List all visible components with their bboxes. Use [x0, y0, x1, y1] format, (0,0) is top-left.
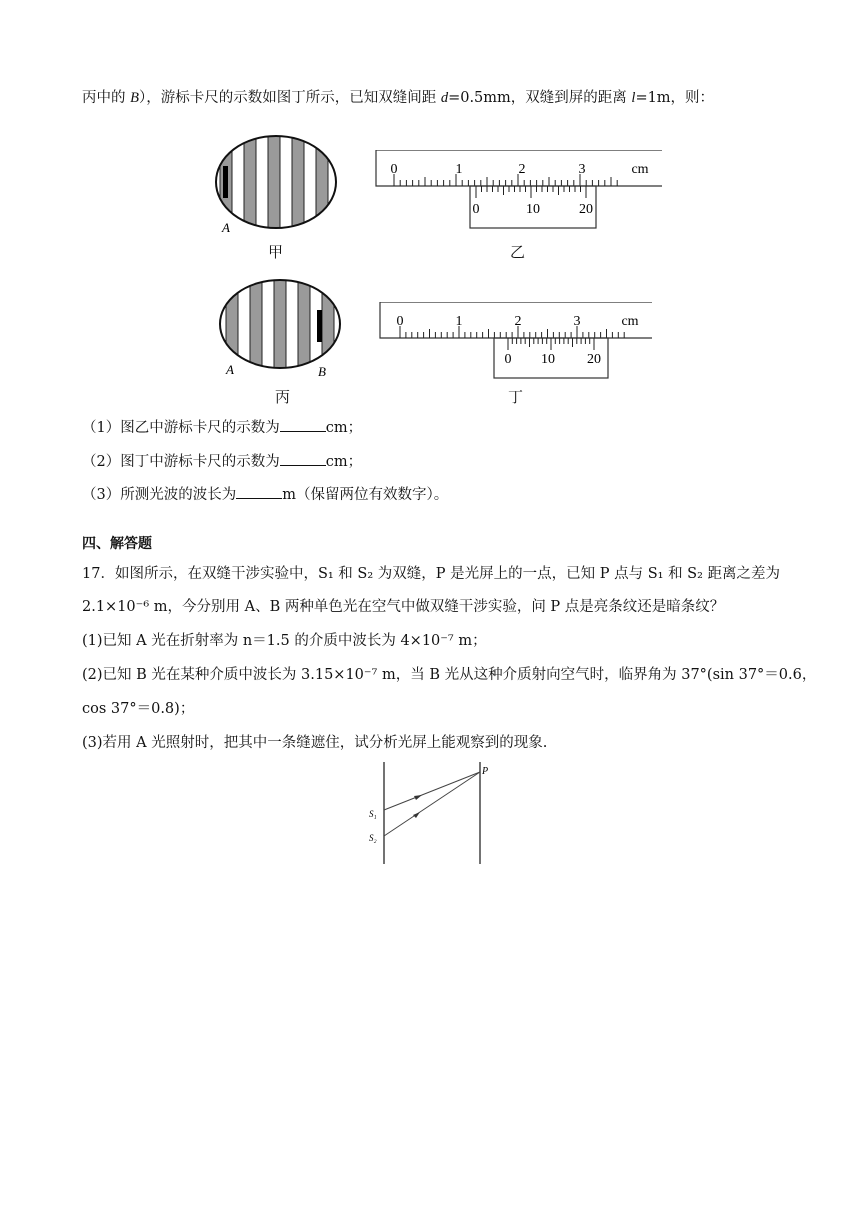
- label-a-bing: A: [226, 362, 234, 377]
- q16-part-1: （1）图乙中游标卡尺的示数为 cm；: [82, 417, 362, 438]
- unit-label: cm: [631, 162, 649, 177]
- arrow-s1: [414, 795, 422, 800]
- main-tick-label-2-ding: 2: [514, 314, 522, 329]
- label-s2: S₂: [369, 833, 377, 843]
- q17-line-5: cos 37°＝0.8)；: [82, 701, 195, 717]
- fringe-figure-bing: [218, 278, 358, 378]
- intro-var-l: l: [631, 90, 636, 106]
- crosshair-marker: [223, 166, 228, 198]
- caption-yi: 乙: [510, 243, 526, 261]
- vernier-tick-label-10: 10: [526, 202, 540, 217]
- main-tick-label-1: 1: [455, 162, 463, 177]
- vernier-tick-label-10-ding: 10: [541, 352, 555, 367]
- vernier-caliper-ding: [376, 302, 666, 382]
- answer-blank-2[interactable]: [280, 451, 326, 466]
- vernier-tick-label-0: 0: [472, 202, 480, 217]
- double-slit-diagram: [366, 762, 526, 866]
- section-title: 四、解答题: [82, 536, 152, 552]
- caption-ding: 丁: [508, 388, 524, 406]
- intro-text-a: 丙中的: [82, 90, 131, 106]
- label-s1: S₁: [369, 809, 377, 819]
- main-tick-label-2: 2: [518, 162, 526, 177]
- vernier-tick-label-20: 20: [579, 202, 593, 217]
- intro-var-b: B: [130, 90, 139, 106]
- q16-part-3: （3）所测光波的波长为 m（保留两位有效数字）。: [82, 484, 448, 505]
- label-b-bing: B: [318, 364, 326, 378]
- main-tick-label-1-ding: 1: [455, 314, 463, 329]
- answer-blank-1[interactable]: [280, 417, 326, 432]
- caption-jia: 甲: [268, 243, 284, 261]
- q17-line-4: (2)已知 B 光在某种介质中波长为 3.15×10⁻⁷ m，当 B 光从这种介质射向空气时，临界角为 37°(sin 37°＝0.6，: [82, 667, 817, 683]
- main-tick-label-3-ding: 3: [573, 314, 581, 329]
- crosshair-marker-b: [317, 310, 322, 342]
- intro-line: [82, 88, 714, 108]
- intro-text-e: =1m，则：: [635, 90, 715, 106]
- main-tick-label-3: 3: [578, 162, 586, 177]
- main-tick-label-0-ding: 0: [396, 314, 404, 329]
- vernier-caliper-yi: [372, 150, 666, 232]
- intro-text-b: ），游标卡尺的示数如图丁所示，已知双缝间距: [138, 90, 441, 106]
- caption-bing: 丙: [275, 388, 291, 406]
- arrow-s2: [413, 812, 420, 818]
- main-tick-label-0: 0: [390, 162, 398, 177]
- q17-line-1: 17．如图所示，在双缝干涉实验中，S₁ 和 S₂ 为双缝，P 是光屏上的一点，已知 P 点与 S₁ 和 S₂ 距离之差为: [82, 566, 781, 582]
- vernier-tick-label-20-ding: 20: [587, 352, 601, 367]
- answer-blank-3[interactable]: [236, 484, 282, 499]
- q16-part-2: （2）图丁中游标卡尺的示数为 cm；: [82, 451, 362, 472]
- label-p: P: [482, 766, 489, 777]
- label-a: A: [222, 220, 230, 235]
- q17-line-6: (3)若用 A 光照射时，把其中一条缝遮住，试分析光屏上能观察到的现象.: [82, 735, 548, 751]
- vernier-tick-label-0-ding: 0: [504, 352, 512, 367]
- fringe-figure-jia: [208, 132, 348, 244]
- q17-line-3: (1)已知 A 光在折射率为 n＝1.5 的介质中波长为 4×10⁻⁷ m；: [82, 633, 487, 649]
- q17-line-2: 2.1×10⁻⁶ m，今分别用 A、B 两种单色光在空气中做双缝干涉实验，问 P 点是亮条纹还是暗条纹？: [82, 599, 725, 615]
- intro-var-d: d: [440, 90, 449, 106]
- intro-text-c: =0.5mm，双缝到屏的距离: [448, 90, 632, 106]
- unit-label-ding: cm: [621, 314, 639, 329]
